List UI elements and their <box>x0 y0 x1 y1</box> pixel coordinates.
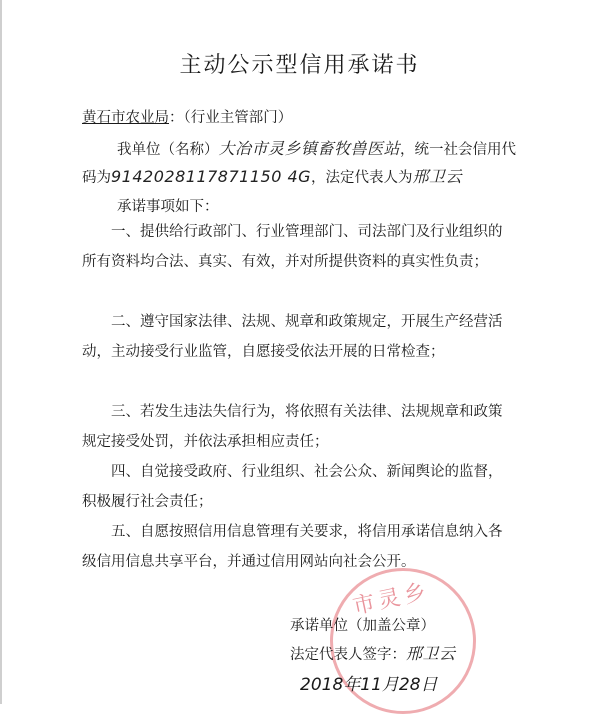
addressee-role: ：（行业主管部门） <box>169 110 293 126</box>
unit-handwritten-name: 大冶市灵乡镇畜牧兽医站 <box>218 139 401 158</box>
document-title: 主动公示型信用承诺书 <box>179 53 420 78</box>
legal-rep-handwritten: 邢卫云 <box>412 167 463 186</box>
unit-suffix: ，统一社会信用代 <box>400 142 517 158</box>
promise-intro: 承诺事项如下： <box>117 199 219 215</box>
promise-item-5: 五、自愿按照信用信息管理有关要求，将信用承诺信息纳入各级信用信息共享平台，并通过信用网站向社会公开。 <box>82 524 503 570</box>
credit-code-handwritten: 9142028117871150 4G <box>111 167 312 186</box>
code-line <box>82 167 462 188</box>
official-seal-text: 市灵乡 <box>350 579 433 620</box>
code-prefix: 码为 <box>82 170 111 186</box>
footer-unit-label: 承诺单位（加盖公章） <box>290 618 435 634</box>
footer-rep-signature: 邢卫云 <box>406 644 456 663</box>
code-mid: ，法定代表人为 <box>311 170 413 186</box>
promise-item-1: 一、提供给行政部门、行业管理部门、司法部门及行业组织的所有资料均合法、真实、有效，并对所提供资料的真实性负责； <box>82 224 503 270</box>
promise-item-3: 三、若发生违法失信行为，将依照有关法律、法规规章和政策规定接受处罚，并依法承担相应责任； <box>82 404 503 450</box>
signing-date: 2018年11月28日 <box>300 675 438 695</box>
unit-line <box>117 139 516 160</box>
promise-item-4: 四、自觉接受政府、行业组织、社会公众、新闻舆论的监督，积极履行社会责任； <box>82 464 503 510</box>
unit-prefix: 我单位（名称） <box>117 142 219 158</box>
addressee-name: 黄石市农业局 <box>82 110 169 126</box>
promise-item-2: 二、遵守国家法律、法规、规章和政策规定，开展生产经营活动，主动接受行业监管，自愿接受依法开展的日常检查； <box>82 314 503 360</box>
page-edge-shadow <box>0 0 2 704</box>
footer-rep-label: 法定代表人签字： <box>290 647 406 663</box>
footer-rep-line <box>290 644 456 665</box>
addressee-line <box>82 108 292 128</box>
